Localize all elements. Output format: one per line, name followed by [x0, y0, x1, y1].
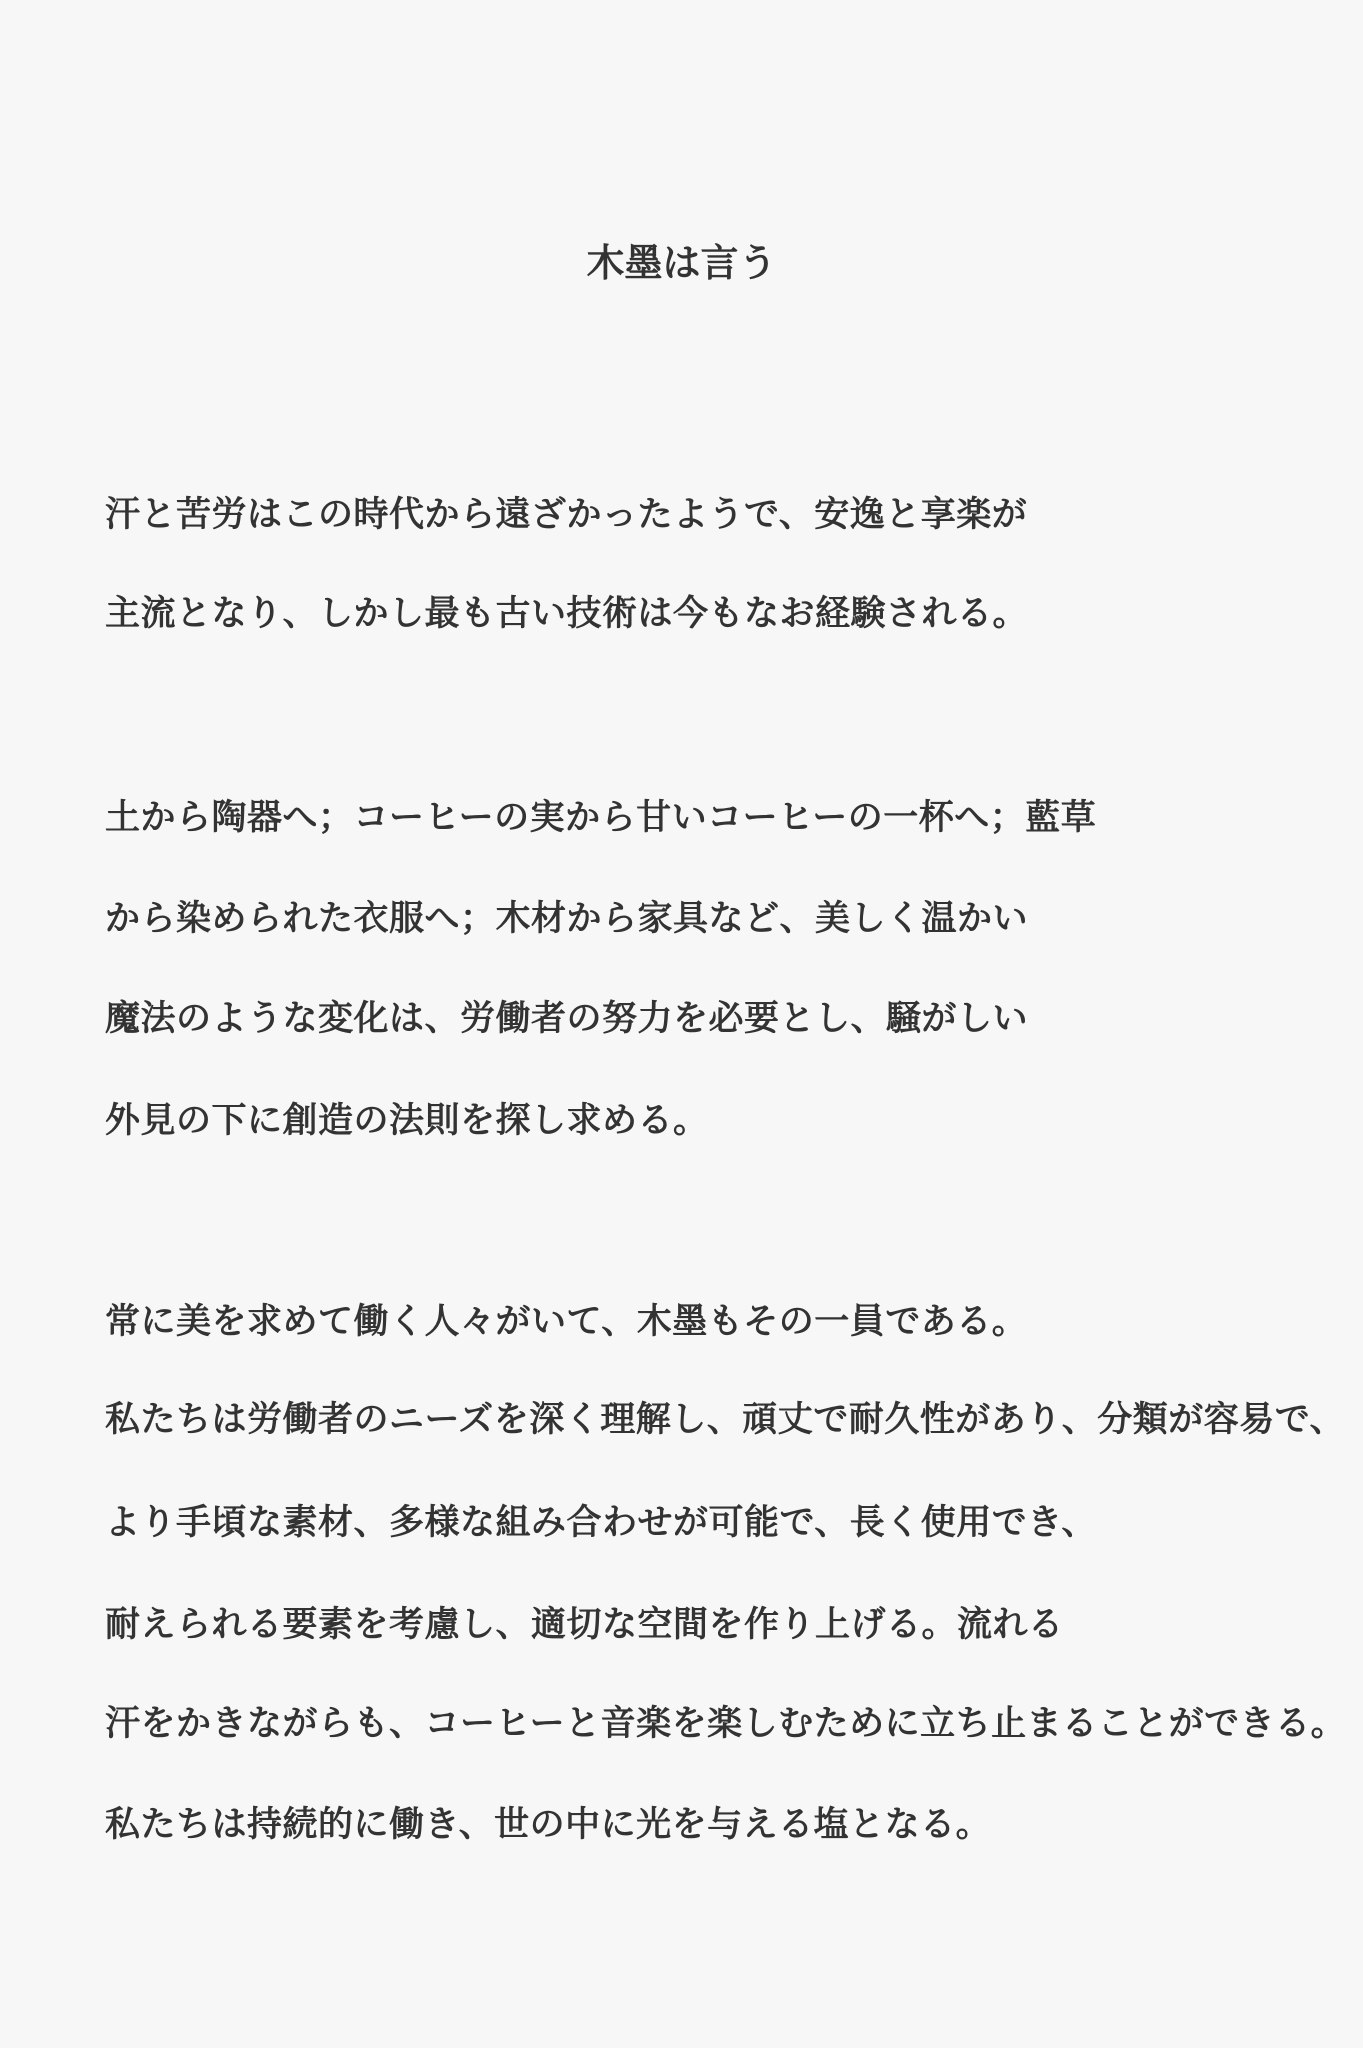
body-line: 常に美を求めて働く人々がいて、木墨もその一員である。: [105, 1302, 1028, 1342]
body-line: 主流となり、しかし最も古い技術は今もなお経験される。: [105, 594, 1029, 634]
body-line: 外見の下に創造の法則を探し求める。: [105, 1101, 709, 1141]
body-line: 汗をかきながらも、コーヒーと音楽を楽しむために立ち止まることができる。: [105, 1704, 1347, 1744]
page-title: 木墨は言う: [586, 241, 777, 285]
body-line: 私たちは持続的に働き、世の中に光を与える塩となる。: [105, 1805, 992, 1845]
body-line: 汗と苦労はこの時代から遠ざかったようで、安逸と享楽が: [105, 495, 1028, 535]
body-line: より手頃な素材、多様な組み合わせが可能で、長く使用でき、: [105, 1503, 1097, 1543]
body-line: から染められた衣服へ；木材から家具など、美しく温かい: [105, 899, 1029, 939]
body-line: 魔法のような変化は、労働者の努力を必要とし、騒がしい: [105, 999, 1029, 1039]
body-line: 耐えられる要素を考慮し、適切な空間を作り上げる。流れる: [105, 1605, 1064, 1645]
body-line: 私たちは労働者のニーズを深く理解し、頑丈で耐久性があり、分類が容易で、: [105, 1400, 1346, 1440]
body-line: 土から陶器へ；コーヒーの実から甘いコーヒーの一杯へ；藍草: [105, 798, 1097, 838]
